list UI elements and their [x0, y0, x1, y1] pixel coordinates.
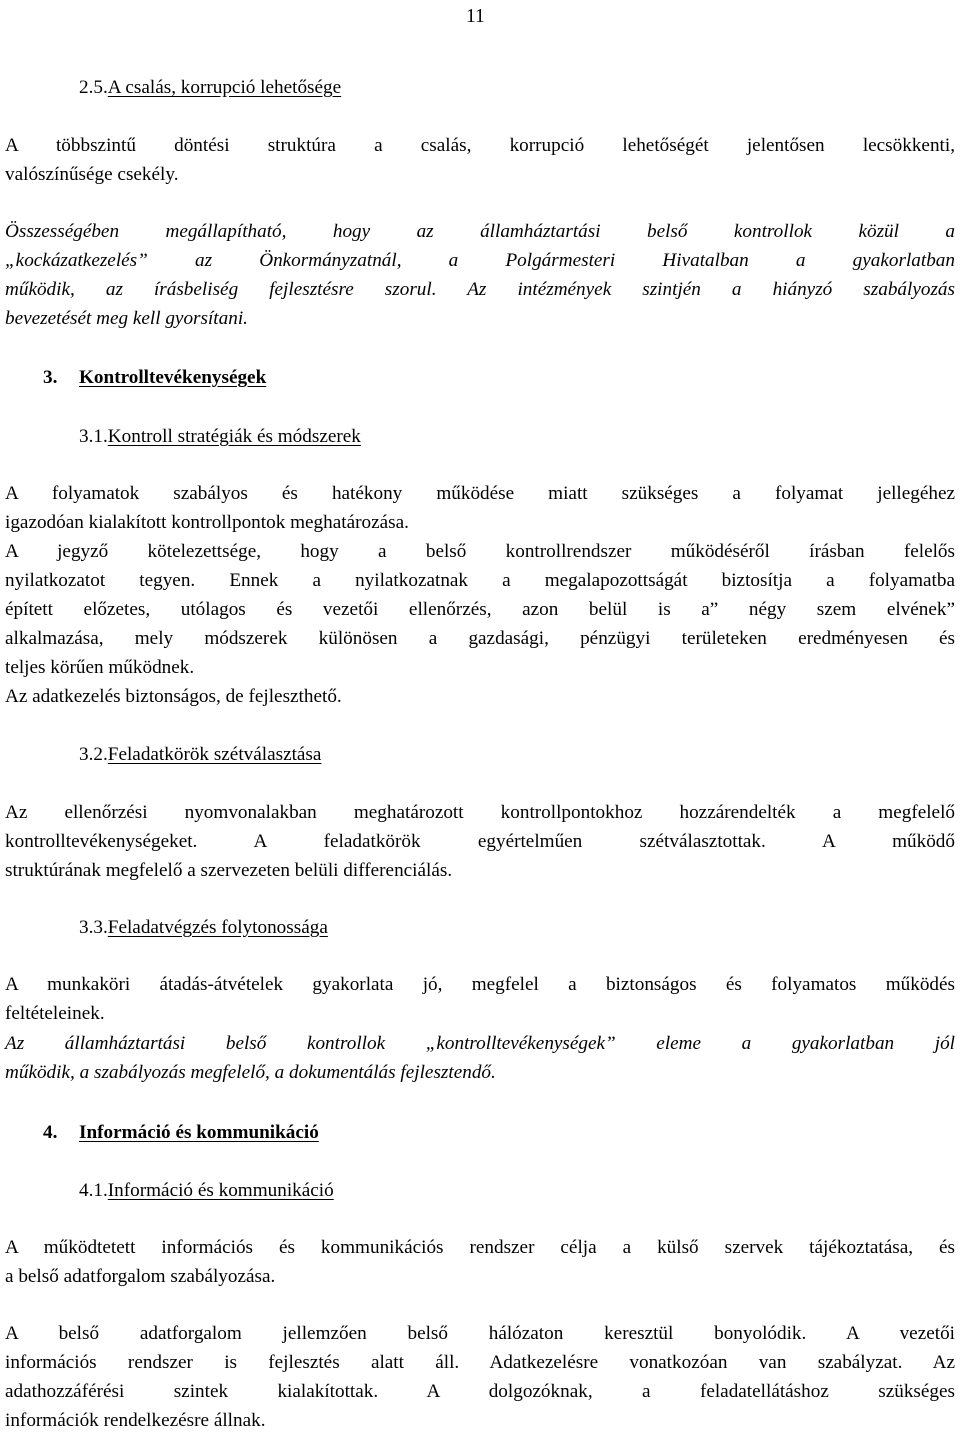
paragraph-fraud: [5, 131, 955, 189]
heading-number: 4.1.: [79, 1180, 108, 1201]
heading-3-3: [79, 913, 328, 942]
text-line: adathozzáférési szintek kialakítottak. A dolgozóknak, a feladatellátáshoz szükséges: [5, 1381, 955, 1402]
text-line: „kockázatkezelés” az Önkormányzatnál, a Polgármesteri Hivatalban a gyakorlatban: [5, 250, 955, 271]
text-line: A működtetett információs és kommunikációs rendszer célja a külső szervek tájékoztatása, és: [5, 1237, 955, 1258]
heading-3: [43, 363, 266, 392]
text-line: épített előzetes, utólagos és vezetői ellenőrzés, azon belül is a” négy szem elvének”: [5, 599, 955, 620]
text-line: igazodóan kialakított kontrollpontok meghatározása.: [5, 512, 409, 533]
text-line: működik, a szabályozás megfelelő, a dokumentálás fejlesztendő.: [5, 1062, 496, 1083]
text-line: Az ellenőrzési nyomvonalakban meghatározott kontrollpontokhoz hozzárendelték a megfelelő: [5, 802, 955, 823]
heading-title: Információ és kommunikáció: [107, 1180, 334, 1201]
text-line: teljes körűen működnek.: [5, 657, 195, 678]
text-line: Összességében megállapítható, hogy az államháztartási belső kontrollok közül a: [5, 221, 955, 242]
text-line: kontrolltevékenységeket. A feladatkörök egyértelműen szétválasztottak. A működő: [5, 831, 955, 852]
text-line: nyilatkozatot tegyen. Ennek a nyilatkozatnak a megalapozottságát biztosítja a folyamatba: [5, 570, 955, 591]
heading-4-1: [79, 1176, 334, 1205]
heading-title: Feladatkörök szétválasztása: [107, 744, 322, 765]
paragraph-continuity: [5, 970, 955, 1028]
summary-control-activities: [5, 1029, 955, 1087]
heading-3-2: [79, 740, 321, 769]
heading-number: 3.: [43, 367, 58, 388]
heading-2-5: [79, 73, 341, 102]
text-line: Az adatkezelés biztonságos, de fejleszthető.: [5, 686, 342, 707]
text-line: feltételeinek.: [5, 1003, 105, 1024]
text-line: információk rendelkezésre állnak.: [5, 1410, 266, 1431]
paragraph-control-strategies: [5, 479, 955, 711]
paragraph-task-separation: [5, 798, 955, 885]
heading-title: Kontrolltevékenységek: [79, 367, 267, 388]
text-line: valószínűsége csekély.: [5, 164, 179, 185]
text-line: A jegyző kötelezettsége, hogy a belső kontrollrendszer működéséről írásban felelős: [5, 541, 955, 562]
text-line: információs rendszer is fejlesztés alatt áll. Adatkezelésre vonatkozóan van szabályzat. Az: [5, 1352, 955, 1373]
paragraph-information-system: [5, 1233, 955, 1291]
text-line: A folyamatok szabályos és hatékony működése miatt szükséges a folyamat jellegéhez: [5, 483, 955, 504]
summary-risk-management: [5, 217, 955, 333]
heading-3-1: [79, 422, 361, 451]
heading-number: 3.1.: [79, 426, 108, 447]
text-line: bevezetését meg kell gyorsítani.: [5, 308, 248, 329]
heading-4: [43, 1118, 319, 1147]
heading-title: Feladatvégzés folytonossága: [107, 917, 328, 938]
heading-number: 2.5.: [79, 77, 108, 98]
heading-number: 3.3.: [79, 917, 108, 938]
text-line: alkalmazása, mely módszerek különösen a gazdasági, pénzügyi területeken eredményesen és: [5, 628, 955, 649]
heading-number: 3.2.: [79, 744, 108, 765]
text-line: struktúrának megfelelő a szervezeten belüli differenciálás.: [5, 860, 453, 881]
text-line: Az államháztartási belső kontrollok „kontrolltevékenységek” eleme a gyakorlatban jól: [5, 1033, 955, 1054]
text-line: A belső adatforgalom jellemzően belső hálózaton keresztül bonyolódik. A vezetői: [5, 1323, 955, 1344]
text-line: A munkaköri átadás-átvételek gyakorlata jó, megfelel a biztonságos és folyamatos működés: [5, 974, 955, 995]
page-number: 11: [466, 6, 485, 27]
heading-title: Információ és kommunikáció: [79, 1122, 319, 1143]
paragraph-data-traffic: [5, 1319, 955, 1435]
heading-title: Kontroll stratégiák és módszerek: [107, 426, 361, 447]
heading-number: 4.: [43, 1122, 58, 1143]
text-line: a belső adatforgalom szabályozása.: [5, 1266, 276, 1287]
text-line: működik, az írásbeliség fejlesztésre szorul. Az intézmények szintjén a hiányzó szabályozás: [5, 279, 955, 300]
text-line: A többszintű döntési struktúra a csalás, korrupció lehetőségét jelentősen lecsökkenti,: [5, 135, 955, 156]
heading-title: A csalás, korrupció lehetősége: [107, 77, 342, 98]
